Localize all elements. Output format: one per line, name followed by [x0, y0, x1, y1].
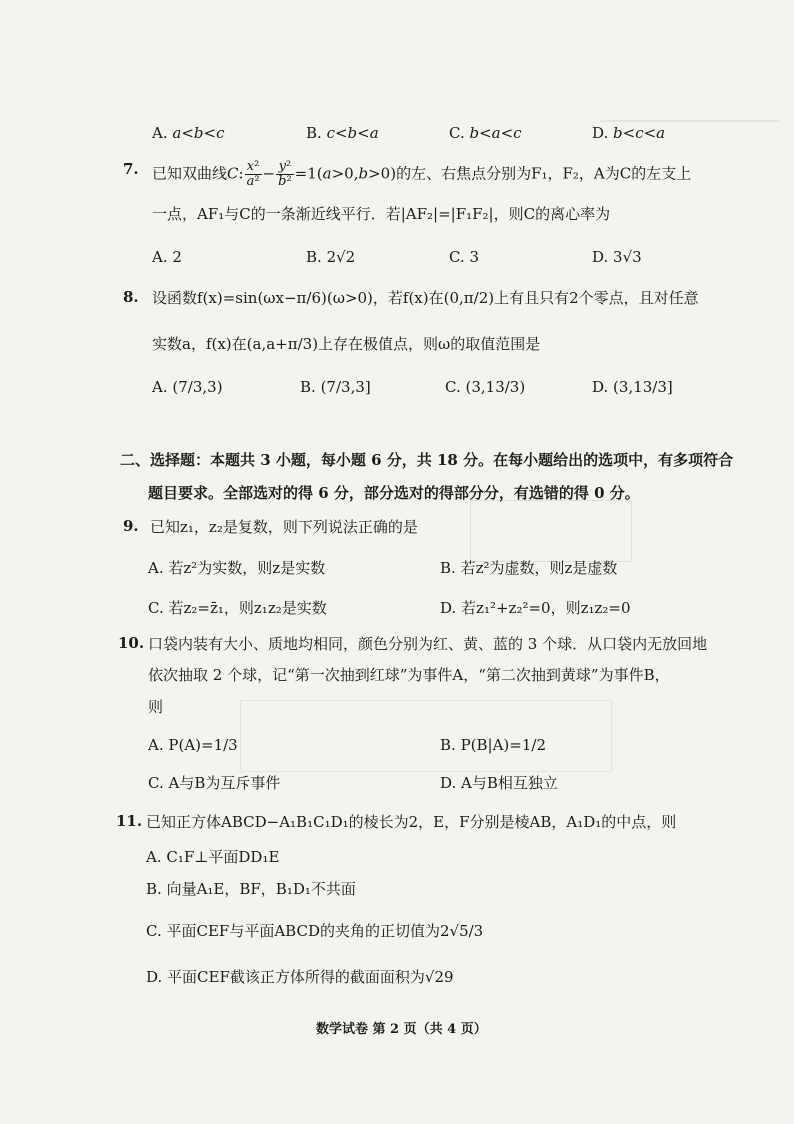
q11-option-b: B. 向量A₁E，BF，B₁D₁不共面: [146, 880, 356, 898]
q10-line1: 口袋内装有大小、质地均相同，颜色分别为红、黄、蓝的 3 个球．从口袋内无放回地: [148, 635, 708, 653]
q7-number: 7.: [123, 160, 139, 178]
q8-line2: 实数a，f(x)在(a,a+π/3)上存在极值点，则ω的取值范围是: [152, 335, 541, 353]
q7-line2: 一点，AF₁与C的一条渐近线平行．若|AF₂|=|F₁F₂|，则C的离心率为: [152, 205, 611, 223]
q11-stem: 已知正方体ABCD−A₁B₁C₁D₁的棱长为2，E，F分别是棱AB，A₁D₁的中点，则: [146, 813, 677, 831]
q11-number: 11.: [116, 812, 143, 830]
q7-option-b: B. 2√2: [306, 248, 356, 266]
q7-option-d: D. 3√3: [592, 248, 642, 266]
q9-option-a: A. 若z²为实数，则z是实数: [148, 559, 326, 577]
q10-option-d: D. A与B相互独立: [440, 774, 558, 792]
q6-option-d: D. b<c<a: [592, 124, 666, 142]
q9-option-c: C. 若z₂=z̄₁，则z₁z₂是实数: [148, 599, 327, 617]
q11-option-a: A. C₁F⊥平面DD₁E: [146, 848, 280, 866]
q10-line3: 则: [148, 698, 164, 716]
q6-option-a: A. a<b<c: [152, 124, 225, 142]
page-footer: 数学试卷 第 2 页（共 4 页）: [316, 1022, 487, 1037]
q8-option-a: A. (7/3,3): [152, 378, 223, 396]
bleed-through-table: [470, 500, 632, 562]
q8-line1: 设函数f(x)=sin(ωx−π/6)(ω>0)，若f(x)在(0,π/2)上有且只有2个零点，且对任意: [152, 289, 699, 307]
bleed-through: [600, 120, 780, 122]
q10-line2: 依次抽取 2 个球，记“第一次抽到红球”为事件A，“第二次抽到黄球”为事件B，: [148, 666, 670, 684]
section2-line1: 二、选择题：本题共 3 小题，每小题 6 分，共 18 分。在每小题给出的选项中，有多项符合: [120, 451, 734, 469]
q11-option-c: C. 平面CEF与平面ABCD的夹角的正切值为2√5/3: [146, 922, 484, 940]
q10-option-b: B. P(B|A)=1/2: [440, 736, 546, 754]
q6-option-b: B. c<b<a: [306, 124, 379, 142]
q8-option-c: C. (3,13/3): [445, 378, 526, 396]
q7-option-a: A. 2: [152, 248, 182, 266]
q10-number: 10.: [118, 634, 145, 652]
q11-option-d: D. 平面CEF截该正方体所得的截面面积为√29: [146, 968, 454, 986]
q9-option-d: D. 若z₁²+z₂²=0，则z₁z₂=0: [440, 599, 631, 617]
q10-option-a: A. P(A)=1/3: [148, 736, 238, 754]
q6-option-c: C. b<a<c: [449, 124, 522, 142]
q9-number: 9.: [123, 517, 139, 535]
q8-option-b: B. (7/3,3]: [300, 378, 371, 396]
q9-option-b: B. 若z²为虚数，则z是虚数: [440, 559, 618, 577]
bleed-through-table: [240, 700, 612, 772]
q10-option-c: C. A与B为互斥事件: [148, 774, 281, 792]
section2-line2: 题目要求。全部选对的得 6 分，部分选对的得部分分，有选错的得 0 分。: [148, 484, 640, 502]
q8-number: 8.: [123, 288, 139, 306]
q8-option-d: D. (3,13/3]: [592, 378, 673, 396]
q7-line1: 已知双曲线C: $\frac{\text{x²}}{\text{a²}}$ − $\frac{\text{y²}}{\text{b²}}$ =1(a>0,b>0)的左、右焦点分别为F₁，F₂，A为C的左支上: [152, 159, 692, 189]
q7-option-c: C. 3: [449, 248, 480, 266]
q9-stem: 已知z₁，z₂是复数，则下列说法正确的是: [150, 518, 418, 536]
